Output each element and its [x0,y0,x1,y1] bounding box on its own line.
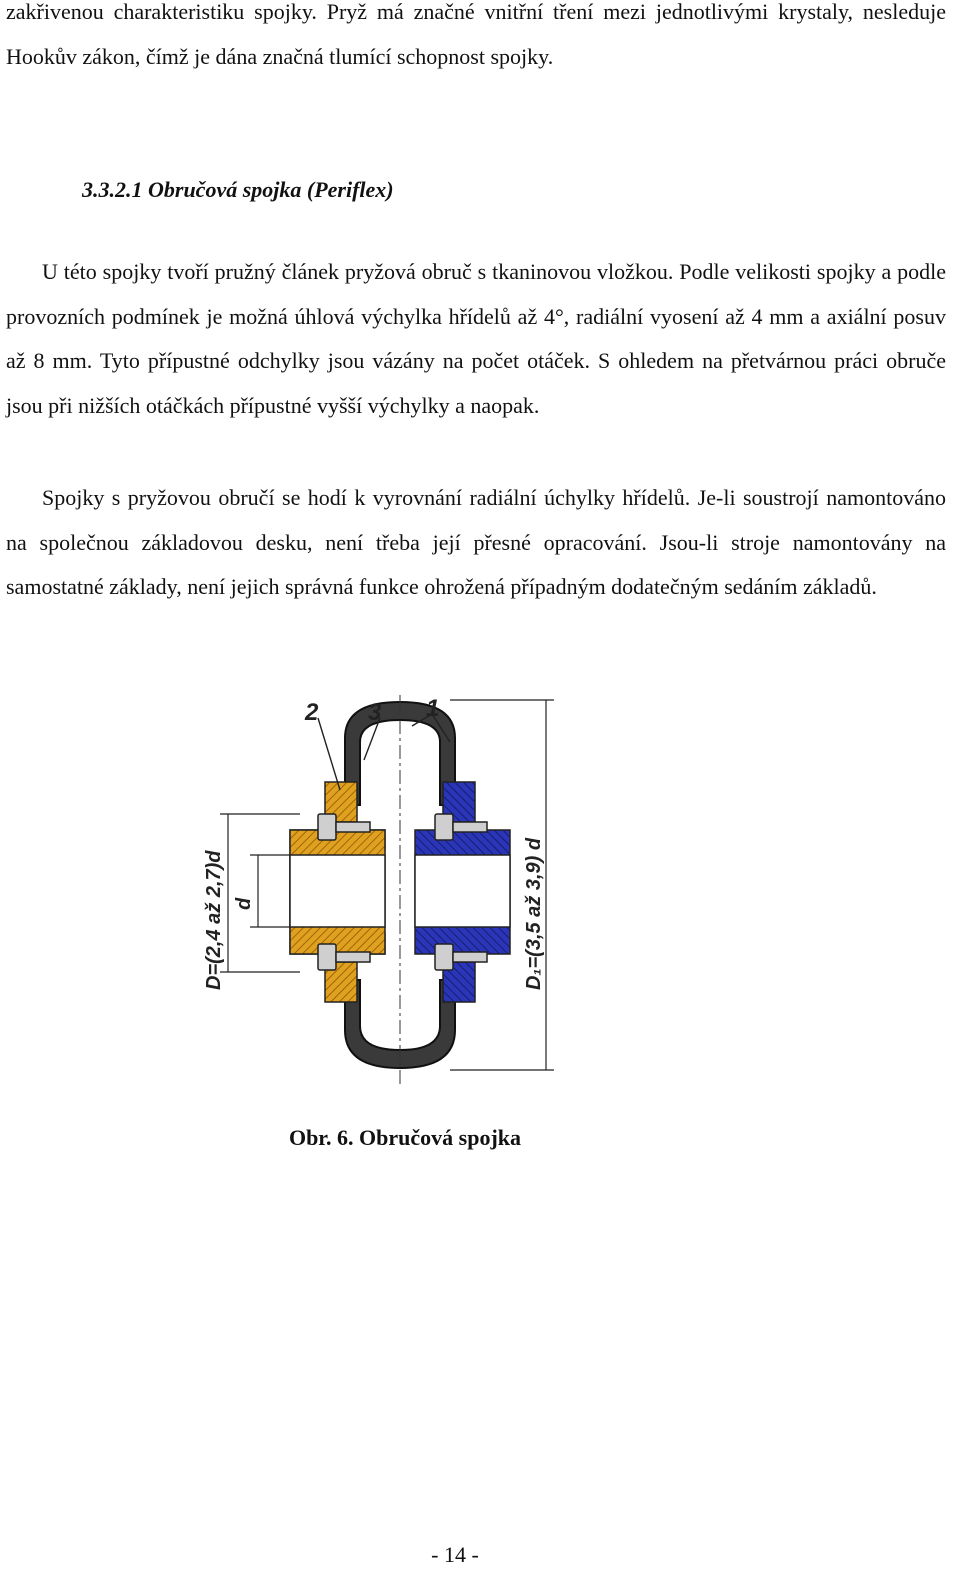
dimension-left: D=(2,4 až 2,7)d [203,850,225,990]
paragraph-2: Spojky s pryžovou obručí se hodí k vyrovnání radiální úchylky hřídelů. Je-li soustrojí namontováno na společnou základovou desku, není třeba její přesné opracování. Jsou-li stroje namontovány na samostatné základy, není jejich správná funkce ohrožená případným dodatečným sedáním základů. [6,485,946,599]
paragraph-intro: zakřivenou charakteristiku spojky. Pryž má značné vnitřní tření mezi jednotlivými krystaly, nesleduje Hookův zákon, čímž je dána značná tlumící schopnost spojky. [6,0,946,69]
dimension-right: D₁=(3,5 až 3,9) d [523,837,545,990]
page-number: - 14 - [431,1542,479,1567]
label-part-3: 3 [368,699,382,726]
label-part-1: 1 [426,695,440,722]
coupling-drawing [150,690,650,1110]
paragraph-1: U této spojky tvoří pružný článek pryžová obruč s tkaninovou vložkou. Podle velikosti spojky a podle provozních podmínek je možná úhlová výchylka hřídelů až 4°, radiální vyosení až 4 mm a axiální posuv až 8 mm. Tyto přípustné odchylky jsou vázány na počet otáček. S ohledem na přetvárnou práci obruče jsou při nižších otáčkách přípustné vyšší výchylky a naopak. [6,259,946,418]
label-part-2: 2 [305,699,319,726]
figure-caption: Obr. 6. Obručová spojka [288,1125,522,1150]
section-heading: 3.3.2.1 Obručová spojka (Periflex) [82,177,394,202]
dimension-inner: d [233,897,255,910]
